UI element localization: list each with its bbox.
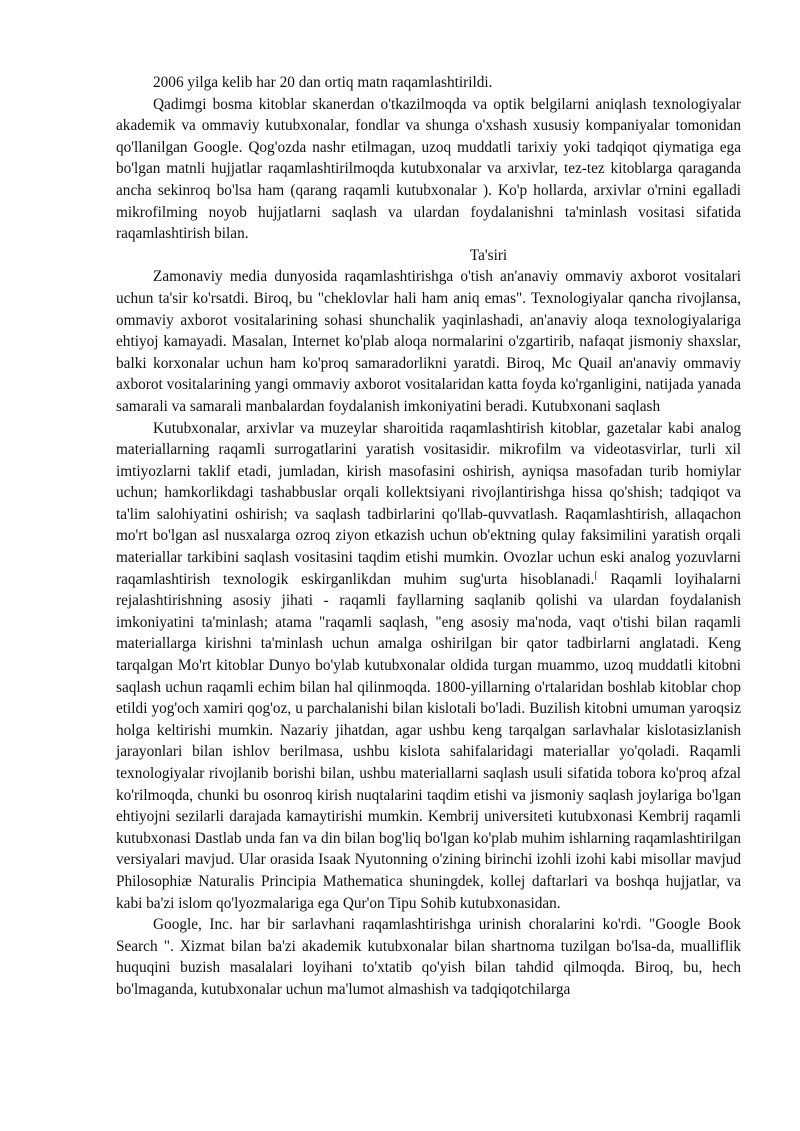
paragraph-media-impact: Zamonaviy media dunyosida raqamlashtirishga o'tish an'anaviy ommaviy axborot vositalari uchun ta'sir ko'rsatdi. Biroq, bu "cheklovlar hali ham aniq emas". Texnologiyalar qancha rivojlansa, ommaviy axborot vositalarining sohasi shunchalik yaqinlashadi, an'anaviy aloqa texnologiyalariga ehtiyoj kamayadi. Masalan, Internet ko'plab aloqa normalarini o'zgartirib, nafaqat jismoniy shaxslar, balki korxonalar uchun ham ko'proq samaradorlikni yaratdi. Biroq, Mc Quail an'anaviy ommaviy axborot vositalarining yangi ommaviy axborot vositalaridan katta foyda ko'rganligini, natijada yanada samarali va samarali manbalardan foydalanish imkoniyatini beradi. Kutubxonani saqlash [116,268,741,415]
footnote-marker[interactable]: [ [594,569,598,580]
section-heading: Ta'siri [469,246,508,264]
paragraph-intro: 2006 yilga kelib har 20 dan ortiq matn raqamlashtirildi. [153,74,493,91]
paragraph-library-part2: Raqamli loyihalarni rejalashtirishning asosiy jihati - raqamli fayllarning saqlanib qolishi va ulardan foydalanish imkoniyatini ta'minlash; atama "raqamli saqlash, "eng asosiy ma'noda, vaqt o'tishi bilan raqamli materiallarga kirishni ta'minlash uchun amalga oshirilgan bir qator tadbirlarni anglatadi. Keng tarqalgan Mo'rt kitoblar Dunyo bo'ylab kutubxonalar oldida turgan muammo, uzoq muddatli kitobni saqlash uchun raqamli echim bilan hal qilinmoqda. 1800-yillarning o'rtalaridan boshlab kitoblar chop etildi yog'och xamiri qog'oz, u parchalanishi bilan kislotali bo'ladi. Buzilish kitobni umuman yaroqsiz holga keltirishi mumkin. Nazariy jihatdan, agar ushbu keng tarqalgan sarlavhalar kislotasizlanish jarayonlari bilan ishlov berilmasa, ushbu kislota sahifalaridagi materiallar yo'qoladi. Raqamli texnologiyalar rivojlanib borishi bilan, ushbu materiallarni saqlash usuli sifatida tobora ko'proq afzal ko'rilmoqda, chunki bu osonroq kirish nuqtalarini taqdim etishi va jismoniy saqlash joylariga bo'lgan ehtiyojni sezilarli darajada kamaytirishi mumkin. Kembrij universiteti kutubxonasi Kembrij raqamli kutubxonasi Dastlab unda fan va din bilan bog'liq bo'lgan ko'plab muhim ishlarning raqamlashtirilgan versiyalari mavjud. Ular orasida Isaak Nyutonning o'zining birinchi izohli izohi kabi misollar mavjud Philosophiæ Naturalis Principia Mathematica shuningdek, kollej daftarlari va boshqa hujjatlar, va kabi ba'zi islom qo'lyozmalariga ega Qur'on Tipu Sohib kutubxonasidan. [116,570,741,912]
paragraph-library-preservation [116,418,741,915]
document-page [116,72,741,1001]
paragraph-google-books: Google, Inc. har bir sarlavhani raqamlashtirishga urinish choralarini ko'rdi. "Google Book Search ". Xizmat bilan ba'zi akademik kutubxonalar bilan shartnoma tuzilgan bo'lsa-da, mualliflik huquqini buzish masalalari loyihani to'xtatib qo'yish bilan tahdid qilmoqda. Biroq, bu, hech bo'lmaganda, kutubxonalar uchun ma'lumot almashish va tadqiqotchilarga [116,916,741,998]
paragraph-library-part1: Kutubxonalar, arxivlar va muzeylar sharoitida raqamlashtirish kitoblar, gazetalar kabi analog materiallarning raqamli surrogatlarini yaratish vositasidir. mikrofilm va videotasvirlar, turli xil imtiyozlarni taklif etadi, jumladan, kirish masofasini oshirish, ayniqsa masofadan turib homiylar uchun; hamkorlikdagi tashabbuslar orqali kollektsiyani rivojlantirishga hissa qo'shish; tadqiqot va ta'lim salohiyatini oshirish; va saqlash tadbirlarini qo'llab-quvvatlash. Raqamlashtirish, allaqachon mo'rt bo'lgan asl nusxalarga ozroq ziyon etkazish uchun ob'ektning qulay faksimilini yaratish orqali materiallar tarkibini saqlash vositasini taqdim etishi mumkin. Ovozlar uchun eski analog yozuvlarni raqamlashtirish texnologik eskirganlikdan muhim sug'urta hisoblanadi. [116,419,741,588]
paragraph-scanning: Qadimgi bosma kitoblar skanerdan o'tkazilmoqda va optik belgilarni aniqlash texnologiyalar akademik va ommaviy kutubxonalar, fondlar va shunga o'xshash xususiy kompaniyalar tomonidan qo'llanilgan Google. Qog'ozda nashr etilmagan, uzoq muddatli tarixiy yoki tadqiqot qiymatiga ega bo'lgan matnli hujjatlar raqamlashtirilmoqda kutubxonalar va arxivlar, tez-tez kitoblarga qaraganda ancha sekinroq bo'lsa ham (qarang raqamli kutubxonalar ). Ko'p hollarda, arxivlar o'rnini egalladi mikrofilming noyob hujjatlarni saqlash va ulardan foydalanishni ta'minlash vositasi sifatida raqamlashtirish bilan. [116,95,741,243]
